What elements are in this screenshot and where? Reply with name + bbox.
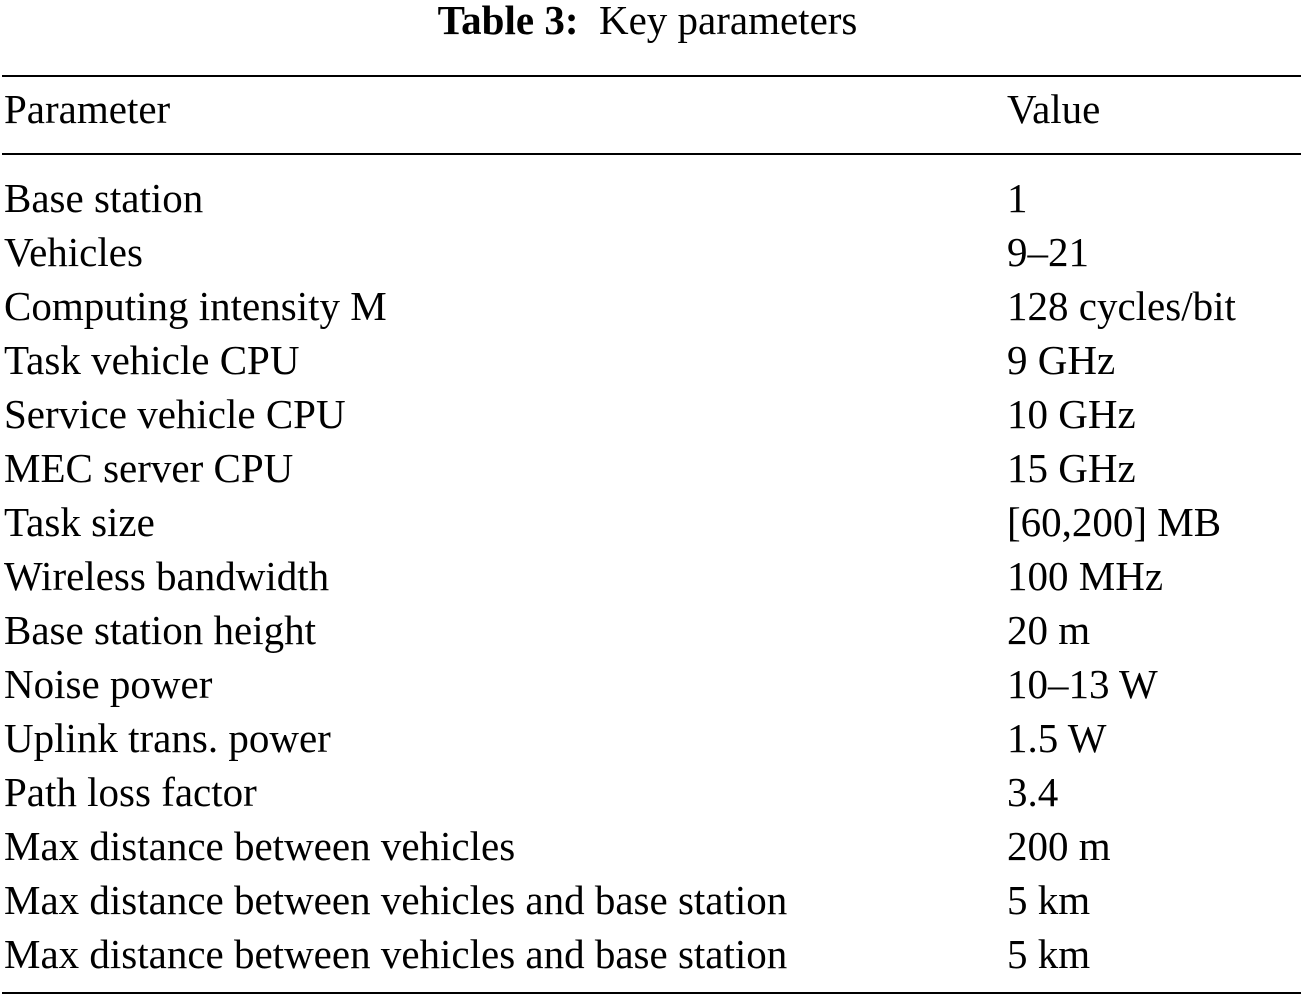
cell-parameter: Noise power (4, 661, 213, 707)
cell-parameter: Path loss factor (4, 769, 257, 815)
cell-parameter: Vehicles (4, 229, 143, 275)
cell-value: 5 km (1007, 931, 1091, 977)
table-row (0, 171, 1305, 225)
cell-value: 100 MHz (1007, 553, 1164, 599)
cell-parameter: MEC server CPU (4, 445, 294, 491)
cell-parameter: Computing intensity M (4, 283, 387, 329)
cell-parameter: Uplink trans. power (4, 715, 331, 761)
table-top-rule (2, 75, 1301, 77)
cell-value: 5 km (1007, 877, 1091, 923)
table-row (0, 765, 1305, 819)
cell-parameter: Task vehicle CPU (4, 337, 300, 383)
table-row (0, 873, 1305, 927)
cell-value: 20 m (1007, 607, 1091, 653)
table-row (0, 279, 1305, 333)
cell-value: 10 GHz (1007, 391, 1136, 437)
cell-parameter: Max distance between vehicles (4, 823, 516, 869)
table-row (0, 819, 1305, 873)
cell-value: 3.4 (1007, 769, 1059, 815)
table-caption-label: Table 3: (437, 0, 579, 43)
table-row (0, 711, 1305, 765)
cell-value: 10–13 W (1007, 661, 1158, 707)
table-row (0, 549, 1305, 603)
table-caption (0, 0, 1295, 42)
header-parameter: Parameter (4, 86, 171, 132)
cell-parameter: Max distance between vehicles and base station (4, 931, 788, 977)
table-header-row (0, 82, 1305, 136)
table-row (0, 495, 1305, 549)
cell-parameter: Task size (4, 499, 155, 545)
cell-parameter: Base station height (4, 607, 317, 653)
cell-value: 9 GHz (1007, 337, 1116, 383)
table-row (0, 927, 1305, 981)
cell-parameter: Service vehicle CPU (4, 391, 346, 437)
table-row (0, 333, 1305, 387)
header-value: Value (1007, 86, 1101, 132)
table-row (0, 225, 1305, 279)
table-row (0, 657, 1305, 711)
cell-value: 1.5 W (1007, 715, 1107, 761)
cell-value: 128 cycles/bit (1007, 283, 1236, 329)
table-row (0, 441, 1305, 495)
cell-value: 15 GHz (1007, 445, 1136, 491)
cell-parameter: Base station (4, 175, 204, 221)
table-bottom-rule (2, 992, 1301, 994)
table-header-rule (2, 153, 1301, 155)
cell-parameter: Max distance between vehicles and base station (4, 877, 788, 923)
cell-value: [60,200] MB (1007, 499, 1222, 545)
table-body (0, 171, 1305, 981)
cell-value: 9–21 (1007, 229, 1089, 275)
cell-value: 1 (1007, 175, 1028, 221)
cell-value: 200 m (1007, 823, 1111, 869)
table-row (0, 387, 1305, 441)
cell-parameter: Wireless bandwidth (4, 553, 330, 599)
table-caption-title: Key parameters (598, 0, 858, 43)
table-row (0, 603, 1305, 657)
